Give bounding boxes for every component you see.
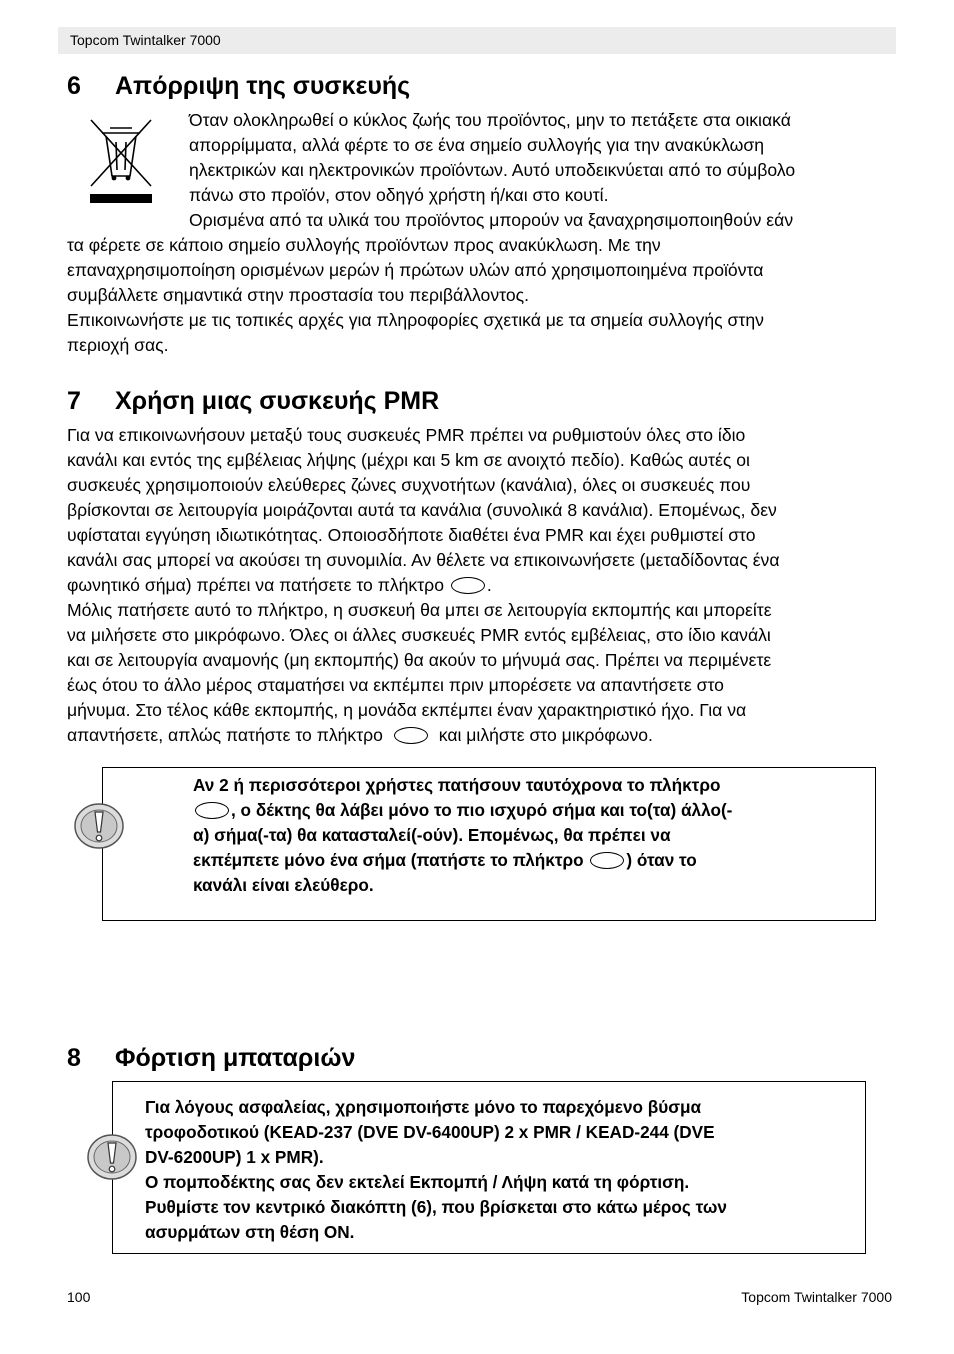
section-6-intro: Όταν ολοκληρωθεί ο κύκλος ζωής του προϊόντος, μην το πετάξετε στα οικιακά απορρίμματα, αλλά φέρτε το σε ένα σημείο συλλογής για την ανακύκλωση ηλεκτρικών και ηλεκτρονικών προϊόντων. Αυτό υποδεικνύεται από το σύμβολο πάνω στο προϊόν, στον οδηγό χρήστη ή/και στο κουτί. Ορισμένα από τα υλικά του προϊόντος μπορούν να ξαναχρησιμοποιηθούν εάν xyxy=(189,110,796,230)
section-number: 6 xyxy=(67,72,81,100)
section-6-body: τα φέρετε σε κάποιο σημείο συλλογής προϊόντων προς ανακύκλωση. Με την επαναχρησιμοποίηση ορισμένων μερών ή πρώτων υλών από χρησιμοποιημένα προϊόντα συμβάλλετε σημαντικά στην προστασία του περιβάλλοντος. Επικοινωνήστε με τις τοπικές αρχές για πληροφορίες σχετικά με τα σημεία συλλογής στην περιοχή σας. xyxy=(67,235,764,355)
section-number: 7 xyxy=(67,387,81,415)
section-number: 8 xyxy=(67,1044,81,1072)
section-title: Φόρτιση μπαταριών xyxy=(115,1044,356,1072)
section-6-heading xyxy=(67,72,410,101)
section-7-body: Για να επικοινωνήσουν μεταξύ τους συσκευές PMR πρέπει να ρυθμιστούν όλες στο ίδιο κανάλι και εντός της εμβέλειας λήψης (μέχρι και 5 km σε ανοιχτό πεδίο). Καθώς αυτές οι συσκευές χρησιμοποιούν ελεύθερες ζώνες συχνοτήτων (κανάλια), όλες οι συσκευές που βρίσκονται σε λειτουργία μοιράζονται αυτά τα κανάλια (συνολικά 8 κανάλια). Επομένως, δεν υφίσταται εγγύηση ιδιωτικότητας. Οποιοσδήποτε διαθέτει ένα PMR και έχει ρυθμιστεί στο κανάλι σας μπορεί να ακούσει τη συνομιλία. Αν θέλετε να επικοινωνήσετε (μεταδίδοντας ένα φωνητικό σήμα) πρέπει να πατήσετε το πλήκτρο . Μόλις πατήσετε αυτό το πλήκτρο, η συσκευή θα μπει σε λειτουργία εκπομπής και μπορείτε να μιλήσετε στο μικρόφωνο. Όλες οι άλλες συσκευές PMR εντός εμβέλειας, στο ίδιο κανάλι και σε λειτουργία αναμονής (μη εκπομπής) θα ακούν το μήνυμά σας. Πρέπει να περιμένετε έως ότου το άλλο μέρος σταματήσει να εκπέμπει πριν μπορέσετε να απαντήσετε στο μήνυμα. Στο τέλος κάθε εκπομπής, η μονάδα εκπέμπει έναν χαρακτηριστικό ήχο. Για να απαντήσετε, απλώς πατήστε το πλήκτρο και μιλήστε στο μικρόφωνο. xyxy=(67,425,780,745)
pmr-warning-text: Αν 2 ή περισσότεροι χρήστες πατήσουν ταυτόχρονα το πλήκτρο , ο δέκτης θα λάβει μόνο το πιο ισχυρό σήμα και το(τα) άλλο(- α) σήμα(-τα) θα κατασταλεί(-ούν). Επομένως, θα πρέπει να εκπέμπετε μόνο ένα σήμα (πατήστε το πλήκτρο ) όταν το κανάλι είναι ελεύθερο. xyxy=(193,775,733,895)
footer-product: Topcom Twintalker 7000 xyxy=(741,1289,892,1305)
ptt-button-icon xyxy=(590,852,624,869)
header-title: Topcom Twintalker 7000 xyxy=(70,32,221,48)
ptt-button-icon xyxy=(195,802,229,819)
running-header xyxy=(58,27,896,54)
section-7-heading xyxy=(67,387,439,416)
exclamation-icon xyxy=(73,802,125,855)
charging-warning-text: Για λόγους ασφαλείας, χρησιμοποιήστε μόνο το παρεχόμενο βύσμα τροφοδοτικού (KEAD-237 (DVE DV-6400UP) 2 x PMR / KEAD-244 (DVE DV-6200UP) 1 x PMR). Ο πομποδέκτης σας δεν εκτελεί Εκπομπή / Λήψη κατά τη φόρτιση. Ρυθμίστε τον κεντρικό διακόπτη (6), που βρίσκεται στο κάτω μέρος των ασυρμάτων στη θέση ON. xyxy=(145,1097,727,1242)
weee-bin-icon xyxy=(88,116,154,206)
ptt-button-icon xyxy=(451,577,485,594)
section-title: Χρήση μιας συσκευής PMR xyxy=(115,387,440,415)
ptt-button-icon xyxy=(394,727,428,744)
section-8-heading xyxy=(67,1044,355,1073)
section-title: Απόρριψη της συσκευής xyxy=(115,72,411,100)
page-number: 100 xyxy=(67,1289,91,1305)
exclamation-icon xyxy=(86,1133,138,1186)
